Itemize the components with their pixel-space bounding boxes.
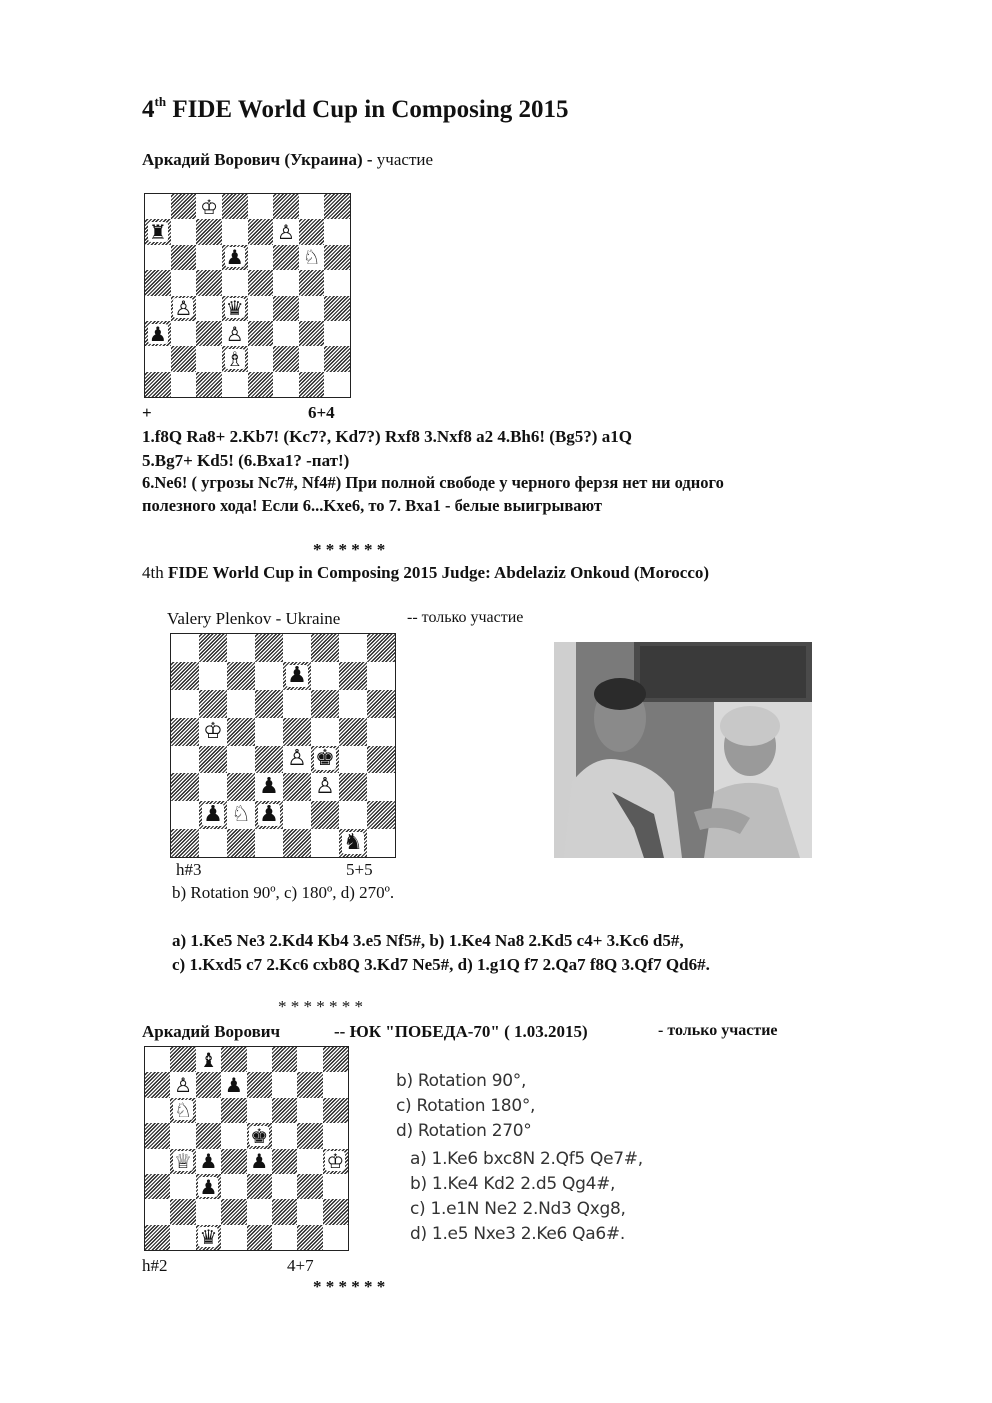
board-square: [255, 829, 283, 857]
board-square: [297, 1098, 322, 1123]
board-square: [227, 746, 255, 774]
board-square: [222, 270, 248, 295]
board-square: [170, 1225, 195, 1250]
white-knight-icon: ♘: [174, 1098, 193, 1123]
board-square: [299, 219, 325, 244]
board-square: [145, 296, 171, 321]
white-pawn-icon: ♙: [276, 220, 295, 245]
board-square: [199, 829, 227, 857]
board-square: [339, 690, 367, 718]
board-square: [171, 718, 199, 746]
board-square: [171, 296, 197, 321]
board-square: [247, 1123, 272, 1148]
separator-stars: * * * * * *: [313, 1277, 386, 1296]
board-square: [199, 662, 227, 690]
board-square: [196, 321, 222, 346]
board-square: [323, 1123, 348, 1148]
board-square: [311, 634, 339, 662]
board-square: [171, 194, 197, 219]
board-square: [297, 1225, 322, 1250]
problem3-solution-line: d) 1.e5 Nxe3 2.Ke6 Qa6#.: [410, 1224, 625, 1244]
board-square: [311, 718, 339, 746]
board-square: [367, 746, 395, 774]
problem1-stipulation: +: [142, 403, 152, 422]
board-square: [255, 746, 283, 774]
board-square: [171, 634, 199, 662]
board-square: [196, 1174, 221, 1199]
black-pawn-icon: ♟: [259, 802, 279, 828]
board-square: [255, 718, 283, 746]
board-square: [339, 662, 367, 690]
problem3-solution-line: c) 1.e1N Ne2 2.Nd3 Qxg8,: [410, 1199, 626, 1219]
board-square: [248, 270, 274, 295]
board-square: [221, 1225, 246, 1250]
page-title: 4th FIDE World Cup in Composing 2015: [142, 94, 569, 123]
problem3-tourney: -- ЮК "ПОБЕДА-70" ( 1.03.2015): [334, 1022, 588, 1041]
board-square: [273, 296, 299, 321]
board-square: [196, 1123, 221, 1148]
board-square: [367, 690, 395, 718]
problem3-twin-line: d) Rotation 270°: [396, 1121, 532, 1141]
board-square: [145, 194, 171, 219]
board-square: [227, 662, 255, 690]
problem2-twins: b) Rotation 90º, c) 180º, d) 270º.: [172, 883, 395, 902]
board-square: [297, 1072, 322, 1097]
board-square: [255, 690, 283, 718]
board-square: [196, 1225, 221, 1250]
board-square: [255, 634, 283, 662]
board-square: [222, 346, 248, 371]
problem2-header: 4th FIDE World Cup in Composing 2015 Judge: Abdelaziz Onkoud (Morocco): [142, 563, 710, 582]
board-square: [324, 245, 350, 270]
board-square: [339, 634, 367, 662]
board-square: [171, 346, 197, 371]
board-square: [145, 321, 171, 346]
white-king-icon: ♔: [203, 718, 223, 744]
white-pawn-icon: ♙: [174, 1073, 193, 1098]
board-square: [221, 1199, 246, 1224]
white-king-icon: ♔: [200, 194, 219, 219]
black-pawn-icon: ♟: [224, 1073, 243, 1098]
problem2-solution-line: a) 1.Ke5 Ne3 2.Kd4 Kb4 3.e5 Nf5#, b) 1.Ke4 Na8 2.Kd5 c4+ 3.Kc6 d5#,: [172, 931, 684, 950]
board-square: [145, 1174, 170, 1199]
board-square: [339, 718, 367, 746]
board-square: [367, 634, 395, 662]
board-square: [311, 690, 339, 718]
board-square: [273, 321, 299, 346]
board-square: [273, 346, 299, 371]
board-square: [283, 746, 311, 774]
board-square: [297, 1199, 322, 1224]
separator-stars: * * * * * * *: [278, 997, 363, 1016]
board-square: [273, 372, 299, 397]
board-square: [248, 321, 274, 346]
board-square: [199, 718, 227, 746]
board-square: [272, 1225, 297, 1250]
board-square: [170, 1047, 195, 1072]
board-square: [323, 1225, 348, 1250]
board-square: [227, 634, 255, 662]
board-square: [299, 194, 325, 219]
board-square: [170, 1149, 195, 1174]
black-pawn-icon: ♟: [225, 245, 244, 270]
board-square: [255, 662, 283, 690]
problem3-stipulation: h#2: [142, 1256, 168, 1275]
problem2-note: -- только участие: [407, 609, 524, 626]
board-square: [367, 773, 395, 801]
board-square: [247, 1199, 272, 1224]
board-square: [196, 194, 222, 219]
board-square: [339, 773, 367, 801]
board-square: [299, 372, 325, 397]
black-king-icon: ♚: [315, 746, 335, 772]
problem3-twin-line: c) Rotation 180°,: [396, 1096, 536, 1116]
board-square: [221, 1098, 246, 1123]
board-square: [196, 1072, 221, 1097]
board-square: [196, 270, 222, 295]
board-square: [297, 1174, 322, 1199]
white-pawn-icon: ♙: [315, 774, 335, 800]
board-square: [297, 1047, 322, 1072]
board-square: [283, 718, 311, 746]
board-square: [227, 829, 255, 857]
board-square: [221, 1123, 246, 1148]
problem3-solution-line: a) 1.Ke6 bxc8N 2.Qf5 Qe7#,: [410, 1149, 643, 1169]
board-square: [273, 270, 299, 295]
board-square: [339, 746, 367, 774]
board-square: [367, 662, 395, 690]
board-square: [171, 690, 199, 718]
board-square: [199, 773, 227, 801]
board-square: [311, 746, 339, 774]
author-photo: [554, 642, 812, 858]
board-square: [170, 1123, 195, 1148]
board-square: [311, 662, 339, 690]
black-pawn-icon: ♟: [287, 662, 307, 688]
board-square: [324, 346, 350, 371]
board-square: [145, 219, 171, 244]
white-pawn-icon: ♙: [174, 296, 193, 321]
board-square: [311, 829, 339, 857]
board-square: [196, 245, 222, 270]
board-square: [299, 270, 325, 295]
black-pawn-icon: ♟: [199, 1174, 218, 1199]
board-square: [272, 1174, 297, 1199]
black-knight-icon: ♞: [343, 830, 363, 856]
white-queen-icon: ♕: [174, 1149, 193, 1174]
board-square: [272, 1098, 297, 1123]
board-square: [273, 245, 299, 270]
board-square: [227, 773, 255, 801]
board-square: [170, 1174, 195, 1199]
problem1-solution-line: 6.Ne6! ( угрозы Nc7#, Nf4#) При полной свободе у черного ферзя нет ни одного: [142, 473, 724, 492]
problem1-heading: Аркадий Ворович (Украина) - участие: [142, 150, 434, 169]
board-square: [273, 194, 299, 219]
board-square: [255, 773, 283, 801]
board-square: [272, 1072, 297, 1097]
board-square: [196, 1149, 221, 1174]
board-square: [145, 1123, 170, 1148]
board-square: [248, 245, 274, 270]
problem3-twin-line: b) Rotation 90°,: [396, 1071, 527, 1091]
board-square: [323, 1072, 348, 1097]
board-square: [145, 1199, 170, 1224]
board-square: [171, 270, 197, 295]
board-square: [199, 634, 227, 662]
board-square: [222, 219, 248, 244]
board-square: [247, 1225, 272, 1250]
black-queen-icon: ♛: [225, 296, 244, 321]
white-pawn-icon: ♙: [287, 746, 307, 772]
problem1-solution-line: 5.Bg7+ Kd5! (6.Bxa1? -пат!): [142, 451, 350, 470]
board-square: [222, 321, 248, 346]
board-square: [171, 746, 199, 774]
board-square: [145, 245, 171, 270]
board-square: [171, 321, 197, 346]
board-square: [367, 829, 395, 857]
board-square: [170, 1199, 195, 1224]
board-square: [272, 1123, 297, 1148]
board-square: [247, 1149, 272, 1174]
board-square: [222, 245, 248, 270]
board-square: [221, 1047, 246, 1072]
problem2-author: Valery Plenkov - Ukraine: [167, 609, 341, 628]
white-bishop-icon: ♗: [225, 346, 244, 371]
board-square: [283, 829, 311, 857]
board-square: [227, 801, 255, 829]
problem2-piece-count: 5+5: [346, 860, 373, 879]
black-bishop-icon: ♝: [199, 1047, 218, 1072]
board-square: [221, 1174, 246, 1199]
board-square: [170, 1072, 195, 1097]
white-pawn-icon: ♙: [225, 321, 244, 346]
board-square: [145, 1225, 170, 1250]
problem1-piece-count: 6+4: [308, 403, 335, 422]
board-square: [196, 296, 222, 321]
board-square: [171, 662, 199, 690]
board-square: [221, 1149, 246, 1174]
board-square: [145, 1047, 170, 1072]
board-square: [283, 634, 311, 662]
board-square: [255, 801, 283, 829]
board-square: [324, 372, 350, 397]
chess-diagram-3: [144, 1046, 349, 1251]
board-square: [297, 1149, 322, 1174]
board-square: [323, 1174, 348, 1199]
board-square: [297, 1123, 322, 1148]
board-square: [222, 194, 248, 219]
board-square: [283, 662, 311, 690]
board-square: [145, 1072, 170, 1097]
board-square: [324, 296, 350, 321]
board-square: [196, 219, 222, 244]
problem2-solution-line: c) 1.Kxd5 c7 2.Kc6 cxb8Q 3.Kd7 Ne5#, d) 1.g1Q f7 2.Qa7 f8Q 3.Qf7 Qd6#.: [172, 955, 710, 974]
board-square: [248, 372, 274, 397]
black-pawn-icon: ♟: [203, 802, 223, 828]
board-square: [171, 773, 199, 801]
board-square: [145, 372, 171, 397]
problem1-solution-line: 1.f8Q Ra8+ 2.Kb7! (Kc7?, Kd7?) Rxf8 3.Nxf8 a2 4.Bh6! (Bg5?) a1Q: [142, 427, 632, 446]
black-queen-icon: ♛: [199, 1225, 218, 1250]
black-rook-icon: ♜: [148, 220, 167, 245]
board-square: [247, 1098, 272, 1123]
board-square: [324, 321, 350, 346]
board-square: [171, 801, 199, 829]
black-king-icon: ♚: [250, 1123, 269, 1148]
black-pawn-icon: ♟: [250, 1149, 269, 1174]
board-square: [170, 1098, 195, 1123]
board-square: [196, 372, 222, 397]
chess-diagram-1: [144, 193, 351, 398]
board-square: [196, 1199, 221, 1224]
board-square: [299, 296, 325, 321]
board-square: [247, 1072, 272, 1097]
board-square: [299, 245, 325, 270]
board-square: [171, 829, 199, 857]
board-square: [323, 1149, 348, 1174]
board-square: [222, 296, 248, 321]
board-square: [171, 372, 197, 397]
board-square: [221, 1072, 246, 1097]
problem3-note: - только участие: [658, 1022, 778, 1039]
board-square: [222, 372, 248, 397]
board-square: [248, 194, 274, 219]
board-square: [227, 690, 255, 718]
board-square: [196, 346, 222, 371]
problem3-author: Аркадий Ворович: [142, 1022, 281, 1041]
problem3-piece-count: 4+7: [287, 1256, 314, 1275]
black-pawn-icon: ♟: [148, 321, 167, 346]
board-square: [324, 194, 350, 219]
board-square: [196, 1098, 221, 1123]
board-square: [199, 801, 227, 829]
board-square: [311, 773, 339, 801]
board-square: [145, 346, 171, 371]
board-square: [145, 270, 171, 295]
board-square: [248, 219, 274, 244]
board-square: [324, 270, 350, 295]
board-square: [248, 296, 274, 321]
problem2-stipulation: h#3: [176, 860, 202, 879]
board-square: [324, 219, 350, 244]
board-square: [273, 219, 299, 244]
board-square: [145, 1098, 170, 1123]
separator-stars: * * * * * *: [313, 540, 386, 559]
board-square: [323, 1098, 348, 1123]
board-square: [367, 718, 395, 746]
black-pawn-icon: ♟: [259, 774, 279, 800]
board-square: [339, 829, 367, 857]
board-square: [299, 346, 325, 371]
board-square: [247, 1047, 272, 1072]
board-square: [199, 690, 227, 718]
board-square: [323, 1047, 348, 1072]
problem3-solution-line: b) 1.Ke4 Kd2 2.d5 Qg4#,: [410, 1174, 616, 1194]
board-square: [283, 801, 311, 829]
board-square: [323, 1199, 348, 1224]
chess-diagram-2: [170, 633, 396, 858]
board-square: [145, 1149, 170, 1174]
black-pawn-icon: ♟: [199, 1149, 218, 1174]
board-square: [272, 1199, 297, 1224]
board-square: [299, 321, 325, 346]
board-square: [272, 1047, 297, 1072]
board-square: [196, 1047, 221, 1072]
board-square: [339, 801, 367, 829]
white-king-icon: ♔: [326, 1149, 345, 1174]
white-knight-icon: ♘: [231, 802, 251, 828]
board-square: [227, 718, 255, 746]
board-square: [199, 746, 227, 774]
board-square: [171, 245, 197, 270]
board-square: [171, 219, 197, 244]
board-square: [283, 690, 311, 718]
board-square: [283, 773, 311, 801]
board-square: [272, 1149, 297, 1174]
board-square: [311, 801, 339, 829]
board-square: [367, 801, 395, 829]
white-knight-icon: ♘: [302, 245, 321, 270]
board-square: [247, 1174, 272, 1199]
board-square: [248, 346, 274, 371]
problem1-solution-line: полезного хода! Если 6...Kxe6, то 7. Bxa1 - белые выигрывают: [142, 496, 603, 515]
